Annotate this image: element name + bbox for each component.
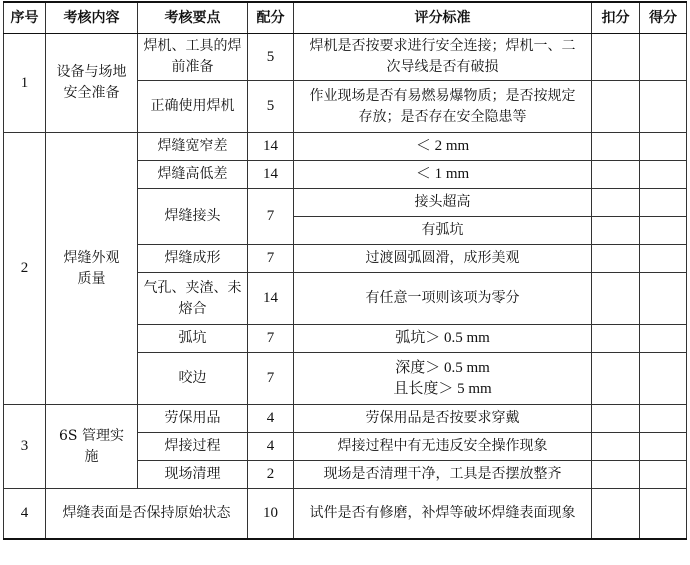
got-cell[interactable] bbox=[640, 461, 687, 489]
score-cell: 7 bbox=[248, 325, 294, 353]
deduct-cell[interactable] bbox=[592, 405, 640, 433]
got-cell[interactable] bbox=[640, 325, 687, 353]
score-cell: 14 bbox=[248, 273, 294, 325]
score-cell: 14 bbox=[248, 161, 294, 189]
got-cell[interactable] bbox=[640, 217, 687, 245]
section-number: 3 bbox=[4, 405, 46, 489]
header-got: 得分 bbox=[640, 2, 687, 34]
score-cell: 2 bbox=[248, 461, 294, 489]
point-cell: 劳保用品 bbox=[138, 405, 248, 433]
table-row bbox=[4, 405, 687, 433]
point-cell: 正确使用焊机 bbox=[138, 81, 248, 133]
header-row bbox=[4, 2, 687, 34]
deduct-cell[interactable] bbox=[592, 81, 640, 133]
criteria-cell: ＜ 1 mm bbox=[294, 161, 592, 189]
deduct-cell[interactable] bbox=[592, 133, 640, 161]
header-content: 考核内容 bbox=[46, 2, 138, 34]
deduct-cell[interactable] bbox=[592, 245, 640, 273]
point-cell: 弧坑 bbox=[138, 325, 248, 353]
got-cell[interactable] bbox=[640, 34, 687, 81]
score-cell: 4 bbox=[248, 433, 294, 461]
criteria-cell: ＜ 2 mm bbox=[294, 133, 592, 161]
point-cell: 咬边 bbox=[138, 353, 248, 405]
got-cell[interactable] bbox=[640, 433, 687, 461]
criteria-cell: 劳保用品是否按要求穿戴 bbox=[294, 405, 592, 433]
table-row bbox=[4, 489, 687, 539]
table-row bbox=[4, 34, 687, 81]
header-seq: 序号 bbox=[4, 2, 46, 34]
criteria-cell: 接头超高 bbox=[294, 189, 592, 217]
got-cell[interactable] bbox=[640, 161, 687, 189]
deduct-cell[interactable] bbox=[592, 461, 640, 489]
score-cell: 7 bbox=[248, 245, 294, 273]
section-content: 设备与场地安全准备 bbox=[46, 34, 138, 133]
criteria-cell: 作业现场是否有易燃易爆物质；是否按规定存放；是否存在安全隐患等 bbox=[294, 81, 592, 133]
point-cell: 现场清理 bbox=[138, 461, 248, 489]
point-cell: 焊接过程 bbox=[138, 433, 248, 461]
score-cell: 14 bbox=[248, 133, 294, 161]
header-criteria: 评分标准 bbox=[294, 2, 592, 34]
criteria-cell: 焊机是否按要求进行安全连接；焊机一、二次导线是否有破损 bbox=[294, 34, 592, 81]
criteria-cell: 过渡圆弧圆滑，成形美观 bbox=[294, 245, 592, 273]
header-points: 考核要点 bbox=[138, 2, 248, 34]
got-cell[interactable] bbox=[640, 489, 687, 539]
deduct-cell[interactable] bbox=[592, 189, 640, 217]
got-cell[interactable] bbox=[640, 133, 687, 161]
criteria-cell: 有任意一项则该项为零分 bbox=[294, 273, 592, 325]
deduct-cell[interactable] bbox=[592, 325, 640, 353]
got-cell[interactable] bbox=[640, 273, 687, 325]
point-cell: 焊缝宽窄差 bbox=[138, 133, 248, 161]
section-number: 2 bbox=[4, 133, 46, 405]
point-cell: 焊缝高低差 bbox=[138, 161, 248, 189]
criteria-cell: 试件是否有修磨，补焊等破坏焊缝表面现象 bbox=[294, 489, 592, 539]
section-content: 焊缝表面是否保持原始状态 bbox=[46, 489, 248, 539]
section-number: 4 bbox=[4, 489, 46, 539]
got-cell[interactable] bbox=[640, 353, 687, 405]
table-row bbox=[4, 133, 687, 161]
score-cell: 10 bbox=[248, 489, 294, 539]
section-content: 焊缝外观质量 bbox=[46, 133, 138, 405]
point-cell: 焊缝成形 bbox=[138, 245, 248, 273]
got-cell[interactable] bbox=[640, 405, 687, 433]
section-number: 1 bbox=[4, 34, 46, 133]
criteria-cell: 弧坑＞ 0.5 mm bbox=[294, 325, 592, 353]
score-cell: 7 bbox=[248, 353, 294, 405]
got-cell[interactable] bbox=[640, 245, 687, 273]
deduct-cell[interactable] bbox=[592, 489, 640, 539]
got-cell[interactable] bbox=[640, 189, 687, 217]
criteria-cell: 现场是否清理干净，工具是否摆放整齐 bbox=[294, 461, 592, 489]
point-cell: 焊机、工具的焊前准备 bbox=[138, 34, 248, 81]
criteria-line: 深度＞ 0.5 mm bbox=[395, 359, 490, 376]
score-cell: 7 bbox=[248, 189, 294, 245]
section-content: 6S 管理实施 bbox=[46, 405, 138, 489]
deduct-cell[interactable] bbox=[592, 34, 640, 81]
point-cell: 气孔、夹渣、未熔合 bbox=[138, 273, 248, 325]
criteria-cell: 有弧坑 bbox=[294, 217, 592, 245]
score-cell: 4 bbox=[248, 405, 294, 433]
score-cell: 5 bbox=[248, 34, 294, 81]
header-score: 配分 bbox=[248, 2, 294, 34]
got-cell[interactable] bbox=[640, 81, 687, 133]
criteria-line: 且长度＞ 5 mm bbox=[393, 380, 492, 397]
deduct-cell[interactable] bbox=[592, 217, 640, 245]
header-deduct: 扣分 bbox=[592, 2, 640, 34]
deduct-cell[interactable] bbox=[592, 273, 640, 325]
score-cell: 5 bbox=[248, 81, 294, 133]
criteria-cell: 焊接过程中有无违反安全操作现象 bbox=[294, 433, 592, 461]
point-cell: 焊缝接头 bbox=[138, 189, 248, 245]
deduct-cell[interactable] bbox=[592, 353, 640, 405]
deduct-cell[interactable] bbox=[592, 433, 640, 461]
criteria-cell bbox=[294, 353, 592, 405]
deduct-cell[interactable] bbox=[592, 161, 640, 189]
scoring-table bbox=[3, 1, 687, 540]
